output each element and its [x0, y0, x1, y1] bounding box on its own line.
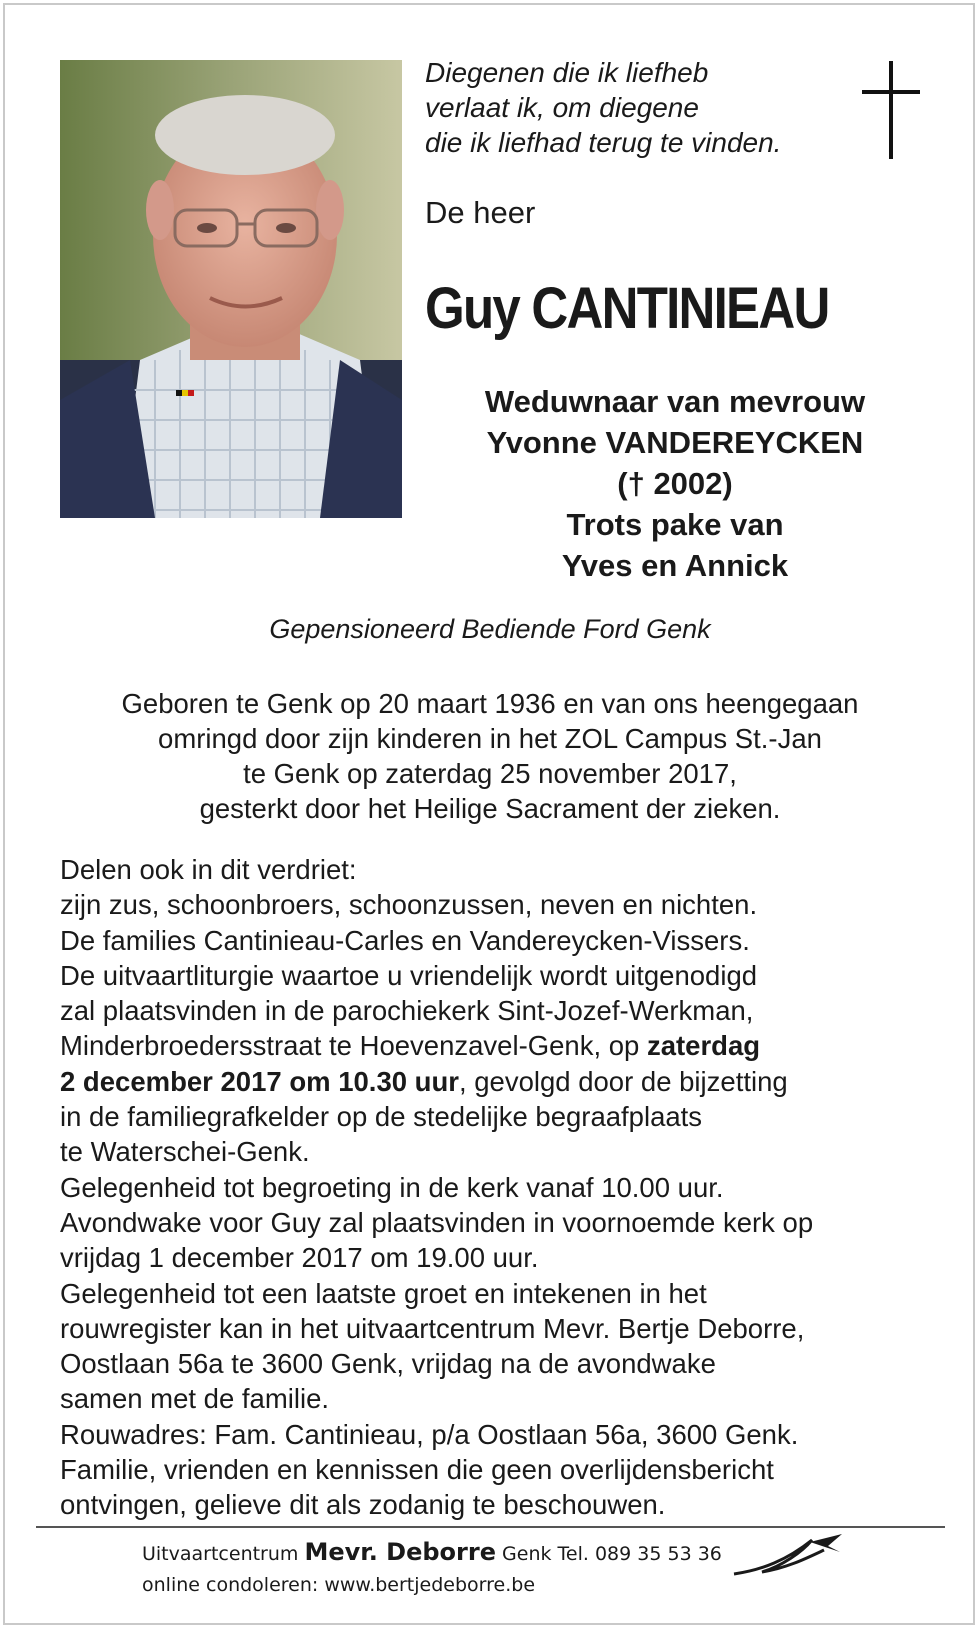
birth-line: omringd door zijn kinderen in het ZOL Campus St.-Jan: [158, 723, 822, 754]
online-condolence-link[interactable]: online condoleren: www.bertjedeborre.be: [142, 1574, 536, 1596]
funeral-day: zaterdag: [646, 1030, 761, 1062]
body-line: Rouwadres: Fam. Cantinieau, p/a Oostlaan 56a, 3600 Genk.: [60, 1418, 799, 1450]
body-line: [60, 1028, 960, 1063]
birth-line: gesterkt door het Heilige Sacrament der zieken.: [199, 793, 781, 824]
body-line: rouwregister kan in het uitvaartcentrum Mevr. Bertje Deborre,: [60, 1312, 805, 1344]
body-text: , gevolgd door de bijzetting: [458, 1065, 788, 1097]
body-line: De families Cantinieau-Carles en Vandereycken-Vissers.: [60, 924, 750, 956]
body-line: Gelegenheid tot een laatste groet en intekenen in het: [60, 1277, 707, 1309]
funeral-home-line: [142, 1538, 722, 1566]
cross-icon: [862, 61, 920, 159]
quote-line: verlaat ik, om diegene: [425, 92, 699, 123]
body-line: te Waterschei-Genk.: [60, 1136, 310, 1168]
footer-divider: [36, 1526, 945, 1528]
announcement-body: [60, 852, 960, 1523]
body-line: Familie, vrienden en kennissen die geen overlijdensbericht: [60, 1454, 774, 1486]
body-line: vrijdag 1 december 2017 om 19.00 uur.: [60, 1242, 539, 1274]
birth-death-info: [0, 686, 980, 826]
body-line: in de familiegrafkelder op de stedelijke begraafplaats: [60, 1101, 703, 1133]
body-line: Avondwake voor Guy zal plaatsvinden in voornoemde kerk op: [60, 1206, 814, 1238]
body-line: Delen ook in dit verdriet:: [60, 854, 357, 885]
family-relations: [430, 381, 920, 586]
quote-line: Diegenen die ik liefheb: [425, 57, 709, 88]
quote-line: die ik liefhad terug te vinden.: [425, 127, 782, 158]
family-line: Yvonne VANDEREYCKEN: [486, 425, 864, 460]
deceased-name: Guy CANTINIEAU: [425, 276, 829, 341]
profession: Gepensioneerd Bediende Ford Genk: [269, 614, 711, 644]
family-line: Weduwnaar van mevrouw: [484, 384, 866, 419]
funeral-home-city: Genk: [502, 1543, 552, 1565]
birth-line: te Genk op zaterdag 25 november 2017,: [243, 758, 737, 789]
portrait-photo: [60, 60, 402, 518]
body-line: De uitvaartliturgie waartoe u vriendelijk wordt uitgenodigd: [60, 959, 758, 991]
family-line: († 2002): [617, 466, 733, 501]
body-line: samen met de familie.: [60, 1383, 329, 1415]
memorial-quote: [425, 55, 845, 160]
bird-logo-icon: [732, 1530, 844, 1578]
body-line: zijn zus, schoonbroers, schoonzussen, neven en nichten.: [60, 889, 758, 921]
body-line: ontvingen, gelieve dit als zodanig te beschouwen.: [60, 1489, 666, 1521]
body-line: Gelegenheid tot begroeting in de kerk vanaf 10.00 uur.: [60, 1171, 724, 1203]
funeral-home-phone: Tel. 089 35 53 36: [557, 1543, 722, 1565]
funeral-date-time: 2 december 2017 om 10.30 uur: [60, 1065, 459, 1097]
body-line: Oostlaan 56a te 3600 Genk, vrijdag na de avondwake: [60, 1348, 716, 1380]
funeral-home-brand: Mevr. Deborre: [304, 1538, 496, 1566]
honorific: De heer: [425, 195, 536, 230]
body-line: [60, 1064, 960, 1099]
funeral-home-prefix: Uitvaartcentrum: [142, 1543, 299, 1565]
body-text: Minderbroedersstraat te Hoevenzavel-Genk, op: [60, 1030, 647, 1062]
family-line: Trots pake van: [566, 507, 784, 542]
body-line: zal plaatsvinden in de parochiekerk Sint-Jozef-Werkman,: [60, 995, 754, 1027]
family-line: Yves en Annick: [561, 548, 789, 583]
birth-line: Geboren te Genk op 20 maart 1936 en van ons heengegaan: [121, 688, 859, 719]
